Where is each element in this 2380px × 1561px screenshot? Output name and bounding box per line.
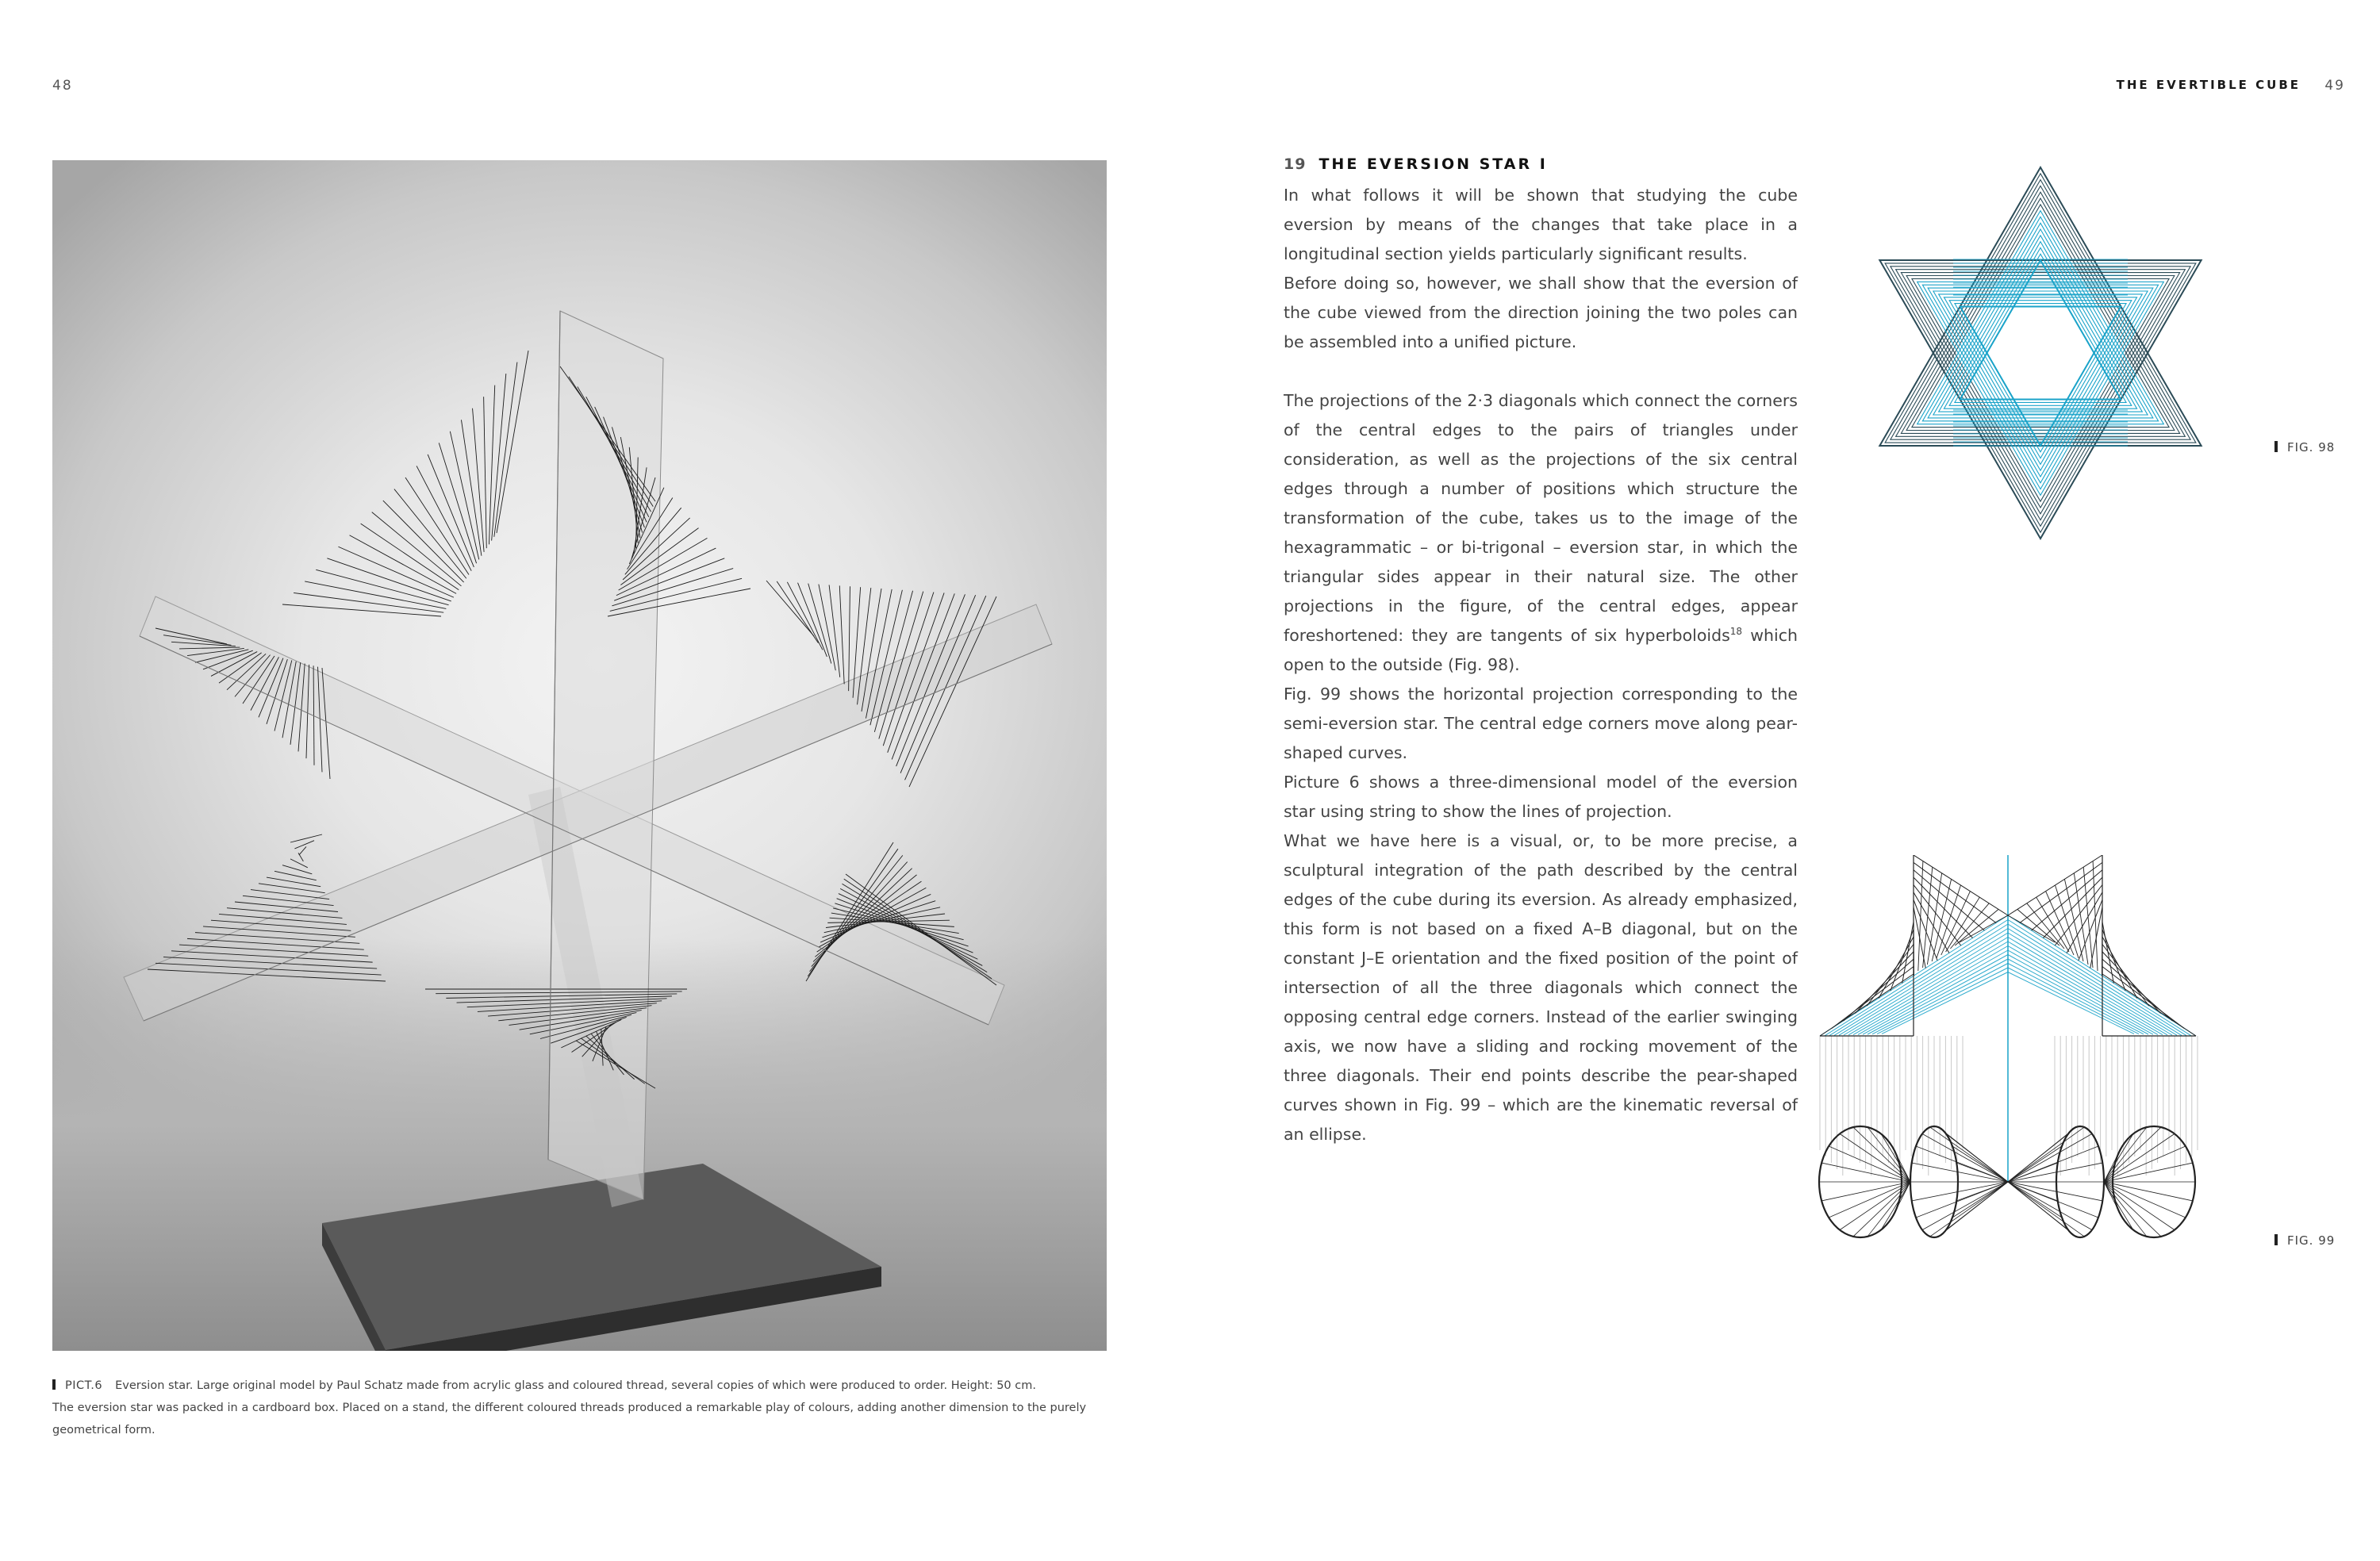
paragraph-4: Fig. 99 shows the horizontal projection corresponding to the semi-eversion star. The central edge corners move along pear-shaped curves. — [1284, 685, 1798, 762]
fig-99-projection-diagram — [1817, 855, 2277, 1283]
eversion-star-model-illustration — [52, 160, 1107, 1351]
section-heading — [1284, 155, 1548, 173]
section-title: THE EVERSION STAR I — [1319, 155, 1548, 173]
picture-caption — [52, 1375, 1115, 1441]
body-text — [1284, 181, 1798, 1149]
caption-text-2: The eversion star was packed in a cardboard box. Placed on a stand, the different coloured threads produced a remarkable play of colours, adding another dimension to the purely geometrical form. — [52, 1402, 1087, 1436]
fig-98-hexagram-diagram — [1872, 155, 2237, 567]
fig-98-label-text: FIG. 98 — [2287, 440, 2336, 454]
fig-99-label — [2274, 1233, 2335, 1248]
paragraph-3-text-end: which open to the outside (Fig. 98). — [1284, 626, 1798, 674]
picture-label: PICT.6 — [65, 1379, 103, 1392]
footnote-marker: 18 — [1729, 626, 1743, 638]
left-page-folio: 48 — [52, 78, 73, 94]
paragraph-1: In what follows it will be shown that studying the cube eversion by means of the changes that take place in a longitudinal section yields particularly significant results. — [1284, 186, 1798, 263]
figure-marker-icon — [2274, 1234, 2278, 1245]
paragraph-3-text: The projections of the 2·3 diagonals which connect the corners of the central edges to the pairs of triangles under consideration, as well as the projections of the six central edges through a number of positions which structure the transformation of the cube, takes us to the image of the hexagrammatic – or bi-trigonal – eversion star, in which the triangular sides appear in their natural size. The other projections in the figure, of the central edges, appear foreshortened: they are tangents of six hyperboloids — [1284, 391, 1798, 645]
paragraph-2: Before doing so, however, we shall show that the eversion of the cube viewed from the direction joining the two poles can be assembled into a unified picture. — [1284, 274, 1798, 351]
section-number: 19 — [1284, 155, 1307, 173]
caption-line-1 — [52, 1375, 1115, 1397]
right-page-folio: 49 — [2324, 78, 2345, 94]
eversion-star-photo — [52, 160, 1107, 1351]
fig-99-label-text: FIG. 99 — [2287, 1233, 2336, 1248]
paragraph-6: What we have here is a visual, or, to be more precise, a sculptural integration of the path described by the central edges of the cube during its eversion. As already emphasized, this form is not based on a fixed A–B diagonal, but on the constant J–E orientation and the fixed position of the point of intersection of all the three diagonals which connect the opposing central edge corners. Instead of the earlier swinging axis, we now have a sliding and rocking movement of the three diagonals. Their end points describe the pear-shaped curves shown in Fig. 99 – which are the kinematic reversal of an ellipse. — [1284, 831, 1798, 1144]
caption-marker-icon — [52, 1379, 56, 1390]
caption-text-1: Eversion star. Large original model by Paul Schatz made from acrylic glass and coloured thread, several copies of which were produced to order. Height: 50 cm. — [115, 1379, 1036, 1392]
paragraph-5: Picture 6 shows a three-dimensional model of the eversion star using string to show the lines of projection. — [1284, 773, 1798, 821]
figure-marker-icon — [2274, 441, 2278, 452]
running-head: THE EVERTIBLE CUBE — [2116, 78, 2301, 92]
paragraph-3 — [1284, 386, 1798, 680]
fig-98-label — [2274, 440, 2335, 454]
